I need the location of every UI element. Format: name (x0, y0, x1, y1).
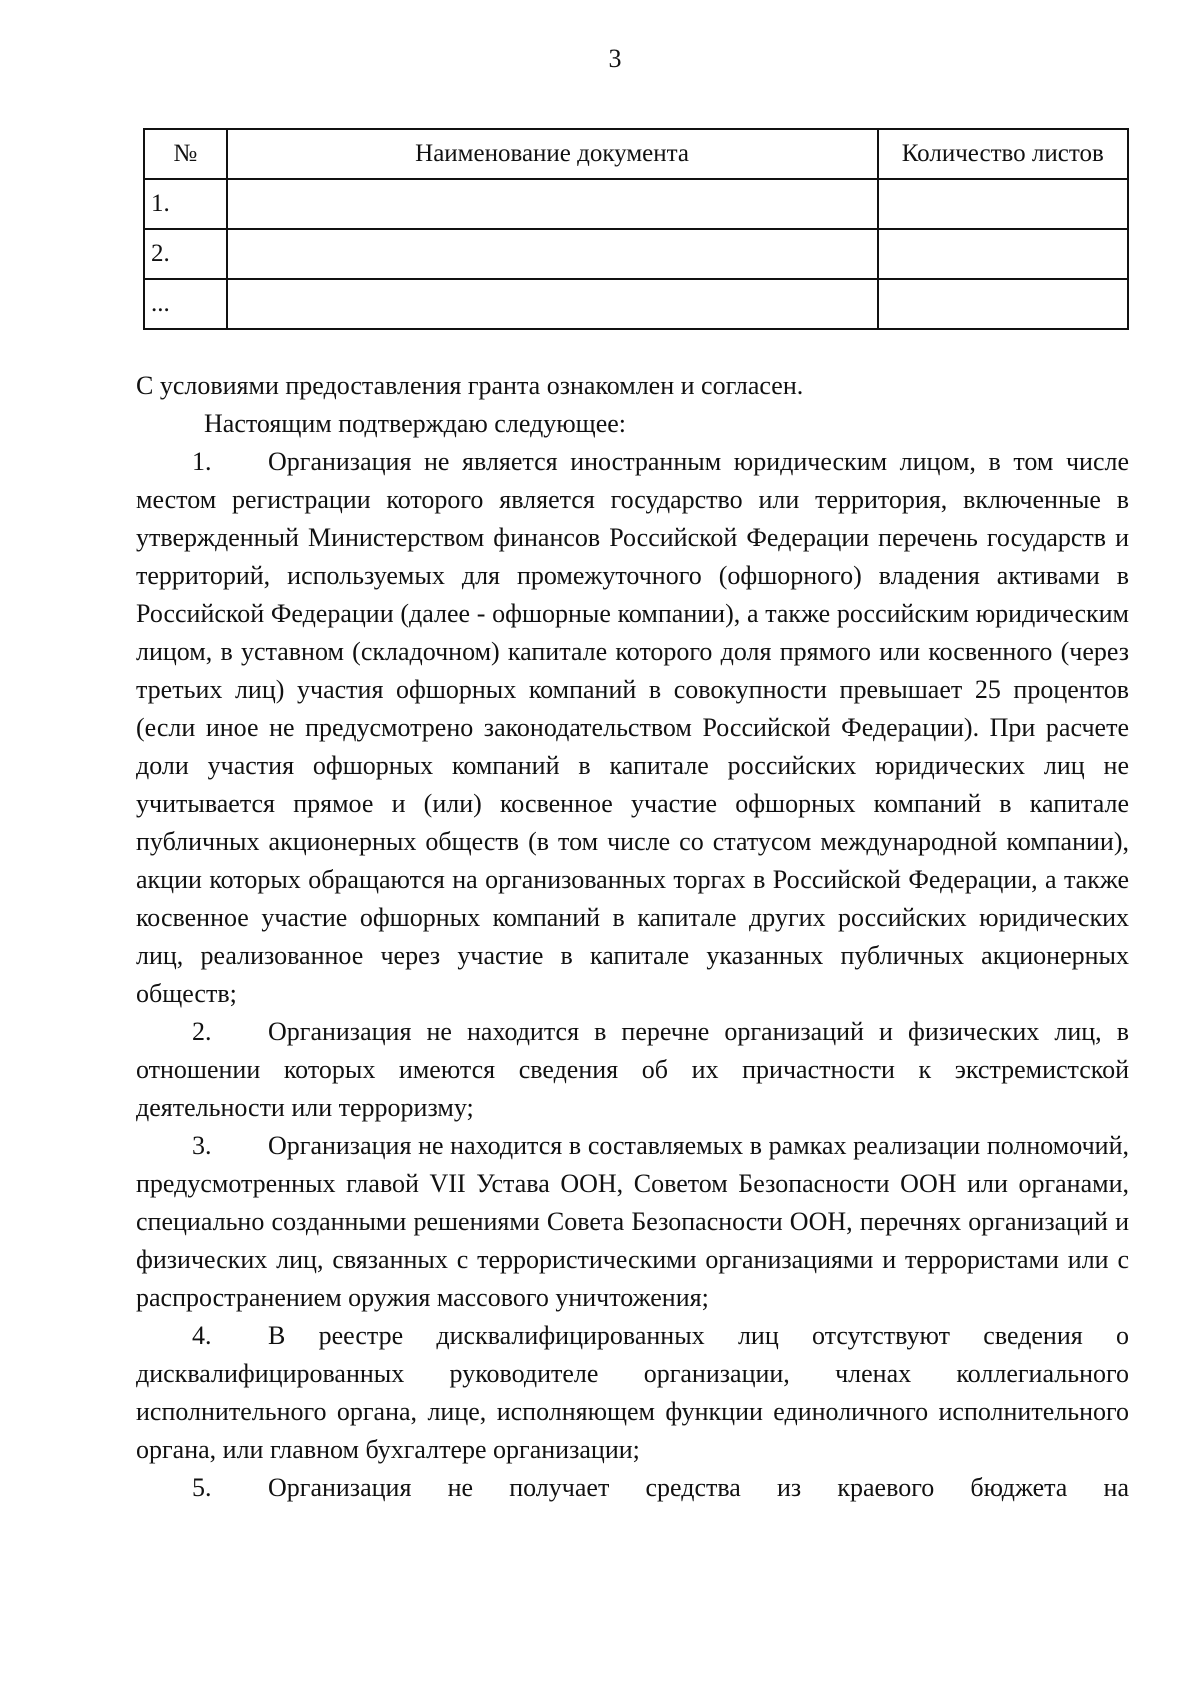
list-item (136, 1013, 1129, 1127)
list-item (136, 1469, 1129, 1507)
page-number: 3 (608, 44, 622, 73)
agreement-statement: С условиями предоставления гранта ознакомлен и согласен. (136, 371, 804, 400)
documents-table (143, 128, 1129, 330)
confirmation-statement: Настоящим подтверждаю следующее: (204, 409, 626, 438)
table-row (144, 229, 1128, 279)
row-number: ... (144, 279, 227, 329)
item-number: 2. (192, 1017, 212, 1046)
header-number: № (144, 129, 227, 179)
table-row (144, 279, 1128, 329)
list-item (136, 443, 1129, 1013)
row-document-name (227, 179, 878, 229)
row-sheet-count (878, 179, 1128, 229)
item-text: Организация не является иностранным юридическим лицом, в том числе местом регистрации которого является государство или территория, включенные в утвержденный Министерством финансов Российской Федерации перечень государств и территорий, используемых для промежуточного (офшорного) владения активами в Российской Федерации (далее - офшорные компании), а также российским юридическим лицом, в уставном (складочном) капитале которого доля прямого или косвенного (через третьих лиц) участия офшорных компаний в совокупности превышает 25 процентов (если иное не предусмотрено законодательством Российской Федерации). При расчете доли участия офшорных компаний в капитале российских юридических лиц не учитывается прямое и (или) косвенное участие офшорных компаний в капитале публичных акционерных обществ (в том числе со статусом международной компании), акции которых обращаются на организованных торгах в Российской Федерации, а также косвенное участие офшорных компаний в капитале других российских юридических лиц, реализованное через участие в капитале указанных публичных акционерных обществ; (136, 447, 1129, 1008)
header-sheet-count: Количество листов (878, 129, 1128, 179)
list-item (136, 1127, 1129, 1317)
row-number: 1. (144, 179, 227, 229)
table-header-row (144, 129, 1128, 179)
item-text: Организация не находится в составляемых в рамках реализации полномочий, предусмотренных главой VII Устава ООН, Советом Безопасности ООН или органами, специально созданными решениями Совета Безопасности ООН, перечнях организаций и физических лиц, связанных с террористическими организациями и террористами или с распространением оружия массового уничтожения; (136, 1131, 1129, 1312)
item-text: Организация не получает средства из краевого бюджета на (268, 1473, 1129, 1502)
document-body (136, 367, 1129, 1507)
list-item (136, 1317, 1129, 1469)
table-row (144, 179, 1128, 229)
row-sheet-count (878, 279, 1128, 329)
row-document-name (227, 279, 878, 329)
row-document-name (227, 229, 878, 279)
item-number: 4. (192, 1321, 212, 1350)
header-document-name: Наименование документа (227, 129, 878, 179)
item-text: В реестре дисквалифицированных лиц отсутствуют сведения о дисквалифицированных руководителе организации, членах коллегиального исполнительного органа, лице, исполняющем функции единоличного исполнительного органа, или главном бухгалтере организации; (136, 1321, 1129, 1464)
item-number: 5. (192, 1473, 212, 1502)
row-number: 2. (144, 229, 227, 279)
row-sheet-count (878, 229, 1128, 279)
item-text: Организация не находится в перечне организаций и физических лиц, в отношении которых имеются сведения об их причастности к экстремистской деятельности или терроризму; (136, 1017, 1129, 1122)
item-number: 1. (192, 447, 212, 476)
item-number: 3. (192, 1131, 212, 1160)
